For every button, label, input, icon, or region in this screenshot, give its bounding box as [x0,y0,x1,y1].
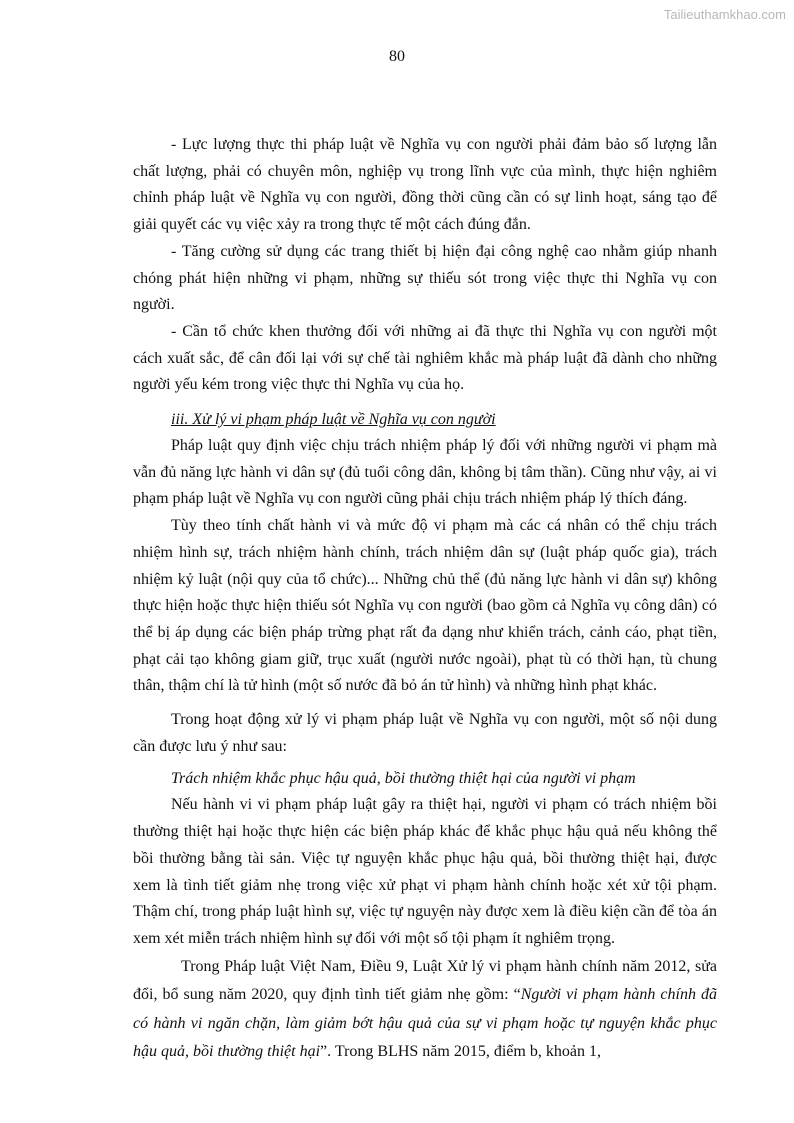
law-text-end: ”. Trong BLHS năm 2015, điểm b, khoản 1, [320,1043,601,1061]
paragraph-penalties: Tùy theo tính chất hành vi và mức độ vi phạm mà các cá nhân có thể chịu trách nhiệm hình sự, trách nhiệm hành chính, trách nhiệm dân sự (luật pháp quốc gia), trách nhiệm kỷ luật (nội quy của tổ chức)... Những chủ thể (đủ năng lực hành vi dân sự) không thực hiện hoặc thực hiện thiếu sót Nghĩa vụ con người (bao gồm cả Nghĩa vụ công dân) có thể bị áp dụng các biện pháp trừng phạt rất đa dạng như khiển trách, cảnh cáo, phạt tiền, phạt cải tạo không giam giữ, trục xuất (người nước ngoài), phạt tù có thời hạn, tù chung thân, thậm chí là tử hình (một số nước đã bỏ án tử hình) và những hình phạt khác. [133,517,717,695]
paragraph-rewards: - Cần tổ chức khen thưởng đối với những ai đã thực thi Nghĩa vụ con người một cách xuất sắc, để cân đối lại với sự chế tài nghiêm khắc mà pháp luật đã dành cho những người yếu kém trong việc thực thi Nghĩa vụ của họ. [133,322,717,394]
law-text-start: Trong Pháp luật Việt Nam, Điều 9, Luật Xử lý vi phạm hành chính năm 2012, sửa đổi, bổ sung năm 2020, quy định tình tiết giảm nhẹ gồm: “ [133,957,717,1004]
paragraph-vietnam-law [133,953,717,1067]
section-heading-iii: iii. Xử lý vi phạm pháp luật về Nghĩa vụ con người [171,411,496,429]
paragraph-modern-equipment: - Tăng cường sử dụng các trang thiết bị hiện đại công nghệ cao nhằm giúp nhanh chóng phát hiện những vi phạm, những sự thiếu sót trong việc thực thi Nghĩa vụ con người. [133,242,717,314]
law-quote: Người vi phạm hành chính đã có hành vi ngăn chặn, làm giảm bớt hậu quả của sự vi phạm hoặc tự nguyện khắc phục hậu quả, bồi thường thiệt hại [133,986,718,1061]
page-number: 80 [389,48,405,65]
watermark: Tailieuthamkhao.com [663,7,786,22]
paragraph-enforcement-force: - Lực lượng thực thi pháp luật về Nghĩa vụ con người phải đảm bảo số lượng lẫn chất lượng, phải có chuyên môn, nghiệp vụ trong lĩnh vực của mình, thực hiện nghiêm chỉnh pháp luật về Nghĩa vụ con người, đồng thời cũng cần có sự linh hoạt, sáng tạo để giải quyết các vụ việc xảy ra trong thực tế một cách đúng đắn. [133,136,717,234]
paragraph-legal-responsibility: Pháp luật quy định việc chịu trách nhiệm pháp lý đối với những người vi phạm mà vẫn đủ năng lực hành vi dân sự (đủ tuổi công dân, không bị tâm thần). Cũng như vậy, ai vi phạm pháp luật về Nghĩa vụ con người cũng phải chịu trách nhiệm pháp lý thích đáng. [133,437,717,508]
paragraph-remedy: Nếu hành vi vi phạm pháp luật gây ra thiệt hại, người vi phạm có trách nhiệm bồi thường thiệt hại hoặc thực hiện các biện pháp khác để khắc phục hậu quả nếu không thể bồi thường bằng tài sản. Việc tự nguyện khắc phục hậu quả, bồi thường thiệt hại, được xem là tình tiết giảm nhẹ trong việc xử phạt vi phạm hành chính hoặc xét xử tội phạm. Thậm chí, trong pháp luật hình sự, việc tự nguyện này được xem là điều kiện cần để tòa án xem xét miễn trách nhiệm hình sự đối với một số tội phạm ít nghiêm trọng. [133,796,717,947]
paragraph-notes-intro: Trong hoạt động xử lý vi phạm pháp luật về Nghĩa vụ con người, một số nội dung cần được lưu ý như sau: [133,711,717,755]
subheading-remedy-liability: Trách nhiệm khắc phục hậu quả, bồi thường thiệt hại của người vi phạm [171,770,636,788]
document-body [133,132,717,1067]
